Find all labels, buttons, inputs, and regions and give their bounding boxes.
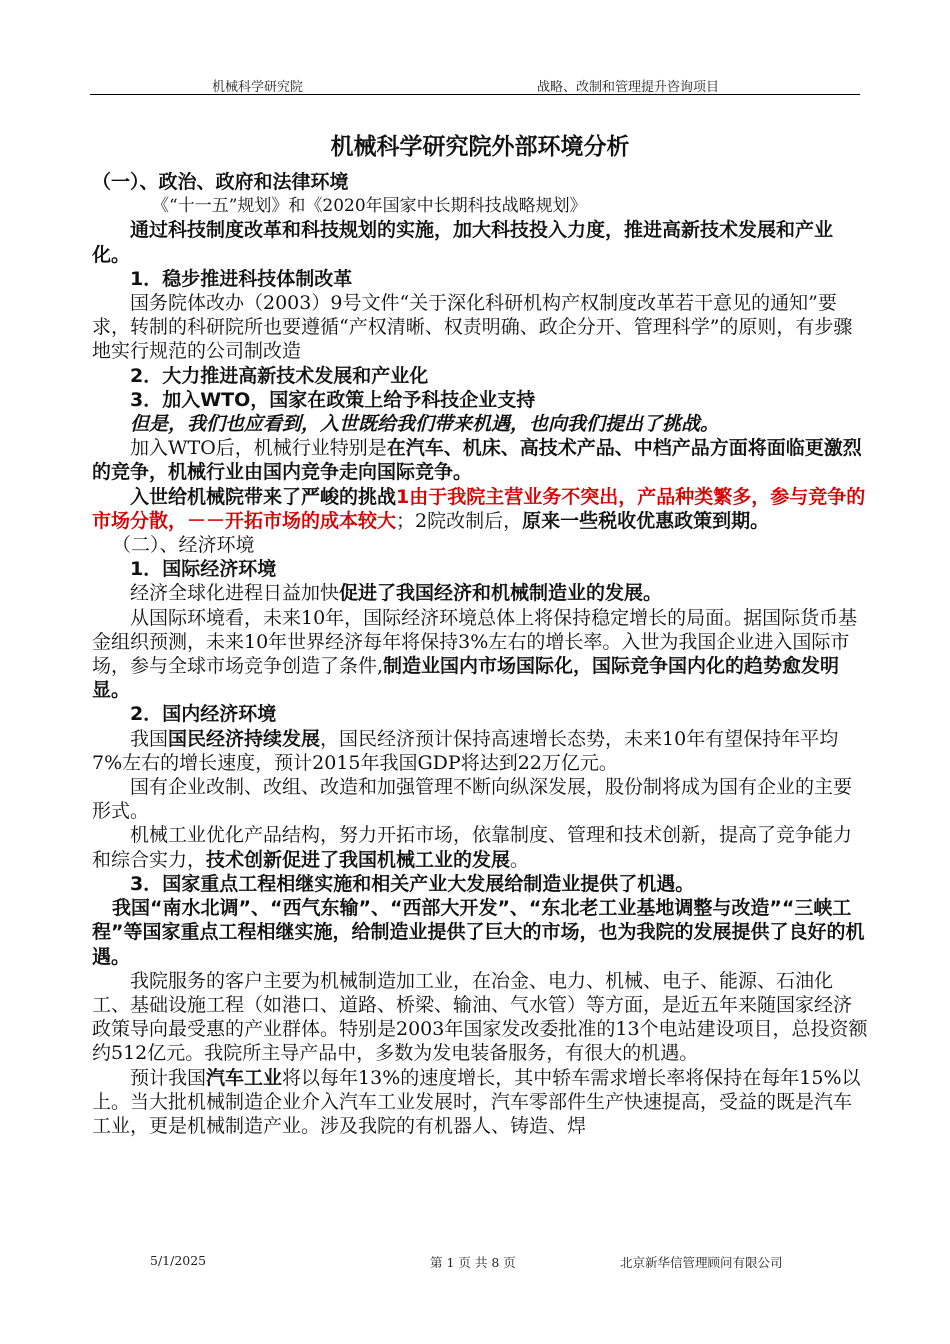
section1-challenge xyxy=(92,485,868,533)
section1-heading: （一）、政治、政府和法律环境 xyxy=(92,171,349,193)
section2-domestic xyxy=(92,727,868,775)
globalization-text: 经济全球化进程日益加快 xyxy=(130,582,340,605)
projects-a: 我国“南水北调”、“西气东输”、“西部大开发”、“东北老工业基地调整与改造”“三峡工程” xyxy=(92,897,852,944)
mech-pre: 机械工业优化产品结构，努力开拓市场，依靠制度、管理和技术创新，提高了竞争能力和综合实力， xyxy=(92,824,853,871)
auto-post: 将以每年13%的速度增长，其中轿车需求增长率将保持在每年15%以上。当大批机械制造企业介入汽车工业发展时，汽车零部件生产快速提高，受益的既是汽车工业，更是机械制造产业。涉及我院的有机器人、铸造、焊 xyxy=(92,1066,861,1137)
section1-lead: 通过科技制度改革和科技规划的实施，加大科技投入力度，推进高新技术发展和产业化。 xyxy=(92,219,834,266)
globalization-bold: 促进了我国经济和机械制造业的发展。 xyxy=(339,582,663,605)
intl-bold: 制造业国内市场国际化，国际竞争国内化的趋势愈发明显。 xyxy=(92,655,840,702)
header-right: 战略、改制和管理提升咨询项目 xyxy=(537,80,720,95)
section1-plans: 《“十一五”规划》和《2020年国家中长期科技战略规划》 xyxy=(152,196,587,217)
page-title: 机械科学研究院外部环境分析 xyxy=(330,134,630,160)
section2-heading: （二）、经济环境 xyxy=(112,534,255,557)
section2-soe: 国有企业改制、改组、改造和加强管理不断向纵深发展，股份制将成为国有企业的主要形式。 xyxy=(92,776,853,823)
projects-b: 等国家重点工程相继实施，给制造业提供了巨大的市场，也为我院的发展提供了良好的机遇。 xyxy=(92,921,865,968)
section2-clients: 我院服务的客户主要为机械制造加工业，在冶金、电力、机械、电子、能源、石油化工、基础设施工程（如港口、道路、桥梁、输油、气水管）等方面，是近五年来随国家经济政策导向最受惠的产业群体。特别是2003年国家发改委批准的13个电站建设项目，总投资额约512亿元。我院所主导产品中，多数为发电装备服务，有很大的机遇。 xyxy=(92,969,868,1065)
dom-bold: 国民经济持续发展 xyxy=(168,727,321,750)
header-left: 机械科学研究院 xyxy=(212,80,304,95)
section2-mech xyxy=(92,823,868,871)
section1-item3: 3．加入WTO，国家在政策上给予科技企业支持 xyxy=(130,388,536,411)
section2-sub2: 2．国内经济环境 xyxy=(130,703,277,726)
footer-company: 北京新华信管理顾问有限公司 xyxy=(620,1255,783,1270)
section1-item1-text: 国务院体改办（2003）9号文件“关于深化科研机构产权制度改革若干意见的通知”要求，转制的科研院所也要遵循“产权清晰、权责明确、政企分开、管理科学”的原则，有步骤地实行规范的公司制改造 xyxy=(92,292,853,363)
section1-but: 但是，我们也应看到，入世既给我们带来机遇，也向我们提出了挑战。 xyxy=(130,413,720,436)
challenge-sep: ；2院改制后， xyxy=(396,509,523,532)
section1-wto xyxy=(92,436,868,484)
mech-end: 。 xyxy=(510,848,530,871)
dom-post: ，国民经济预计保持高速增长态势，未来10年有望保持年平均7%左右的增长速度，预计2015年我国GDP将达到22万亿元。 xyxy=(92,727,839,774)
auto-pre: 预计我国 xyxy=(130,1066,207,1089)
section2-intl xyxy=(92,606,868,703)
challenge-bold: 原来一些税收优惠政策到期。 xyxy=(522,509,770,532)
section1-item1: 1．稳步推进科技体制改革 xyxy=(130,267,353,290)
section2-globalization xyxy=(92,581,868,605)
section2-sub1: 1．国际经济环境 xyxy=(130,558,277,581)
challenge-red: 1由于我院主营业务不突出，产品种类繁多，参与竞争的市场分散，－－开拓市场的成本较大 xyxy=(92,485,866,532)
footer-date: 5/1/2025 xyxy=(150,1253,207,1268)
intl-text: 从国际环境看，未来10年，国际经济环境总体上将保持稳定增长的局面。据国际货币基金组织预测，未来10年世界经济每年将保持3%左右的增长率。入世为我国企业进入国际市场，参与全球市场竞争创造了条件, xyxy=(92,606,858,678)
wto-bold: 在汽车、机床、高技术产品、中档产品方面将面临更激烈的竞争，机械行业由国内竞争走向国际竞争。 xyxy=(92,437,862,484)
section2-sub3: 3．国家重点工程相继实施和相关产业大发展给制造业提供了机遇。 xyxy=(130,872,695,895)
wto-text: 加入WTO后，机械行业特别是 xyxy=(130,437,387,460)
auto-bold: 汽车工业 xyxy=(206,1066,283,1089)
section2-auto xyxy=(92,1066,868,1139)
footer-page-number: 第 1 页 共 8 页 xyxy=(430,1255,516,1270)
document-body xyxy=(92,132,868,1138)
section2-projects xyxy=(92,896,868,969)
challenge-text: 入世给机械院带来了严峻的挑战 xyxy=(130,485,397,508)
mech-bold: 技术创新促进了我国机械工业的发展 xyxy=(206,848,511,871)
section1-item2: 2．大力推进高新技术发展和产业化 xyxy=(130,364,429,387)
dom-pre: 我国 xyxy=(130,727,169,750)
header-divider xyxy=(90,94,860,95)
